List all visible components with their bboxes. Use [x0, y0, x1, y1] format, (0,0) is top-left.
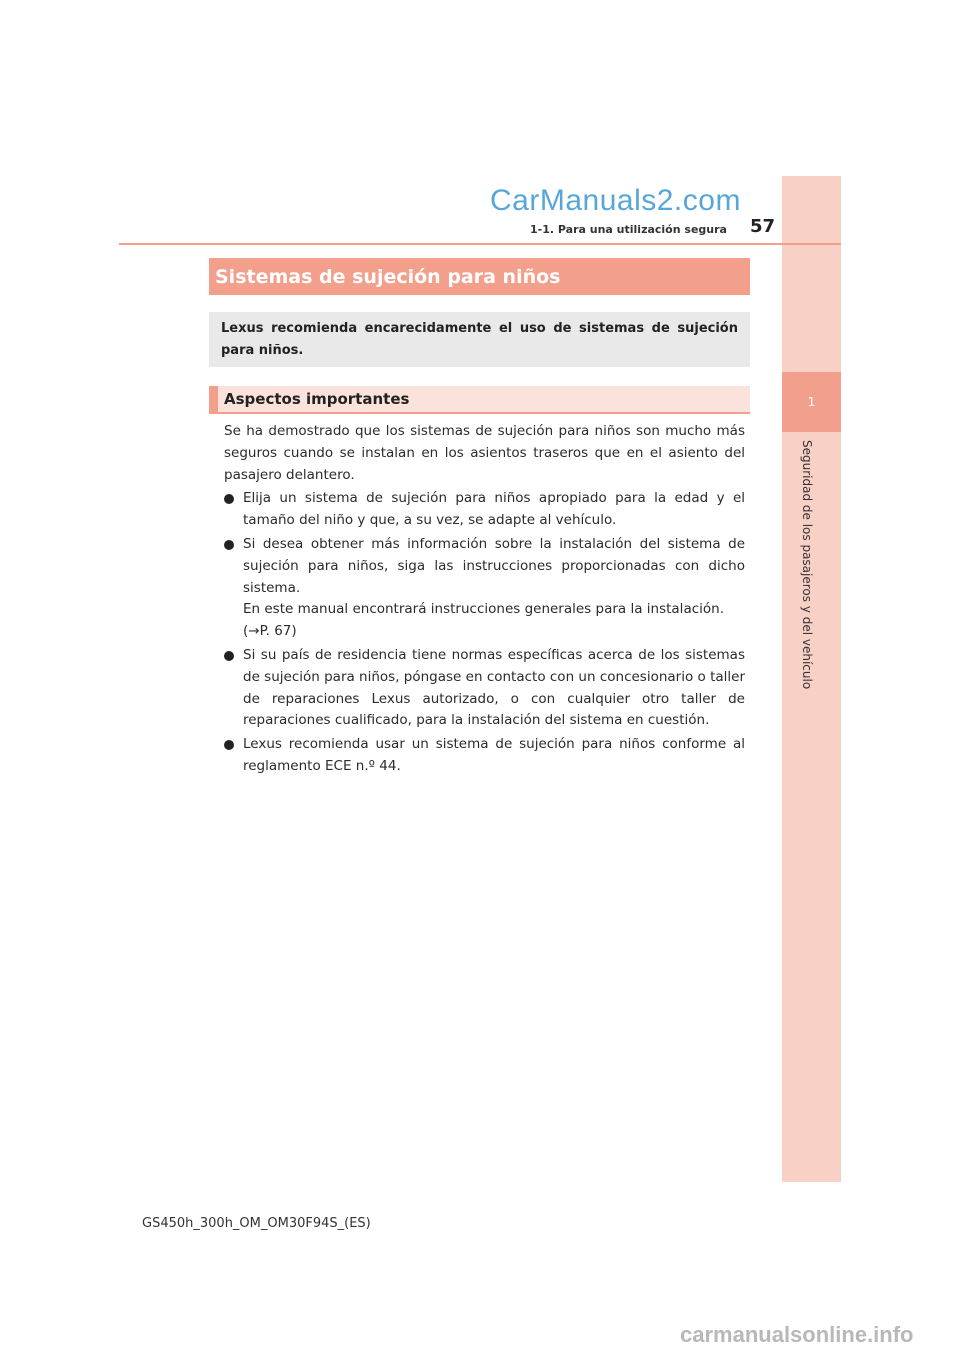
main-content: [224, 421, 745, 780]
header-divider: [119, 243, 841, 245]
section-label: 1-1. Para una utilización segura: [530, 223, 727, 236]
page-number: 57: [750, 216, 776, 237]
document-code: GS450h_300h_OM_OM30F94S_(ES): [142, 1216, 371, 1231]
list-item-text: Lexus recomienda usar un sistema de sujeción para niños conforme al reglamento ECE n.º 44.: [243, 736, 745, 774]
page-reference-link[interactable]: (→P. 67): [243, 623, 297, 640]
list-item: [224, 488, 745, 532]
subheading: Aspectos importantes: [209, 386, 750, 414]
chapter-label: Seguridad de los pasajeros y del vehículo: [800, 440, 814, 690]
chapter-number: 1: [782, 372, 841, 432]
bullet-icon: [224, 494, 234, 504]
list-item: [224, 534, 745, 643]
paragraph: Se ha demostrado que los sistemas de sujeción para niños son mucho más seguros cuando se instalan en los asientos traseros que en el asiento del pasajero delantero.: [224, 423, 745, 483]
list-item-text: Elija un sistema de sujeción para niños apropiado para la edad y el tamaño del niño y que, a su vez, se adapte al vehículo.: [243, 490, 745, 529]
bullet-list: [224, 488, 745, 777]
footer-watermark[interactable]: carmanualsonline.info: [680, 1322, 914, 1347]
list-item: [224, 734, 745, 778]
list-item: [224, 645, 745, 732]
list-item-text: Si desea obtener más información sobre la instalación del sistema de sujeción para niños, siga las instrucciones proporcionadas con dicho sistema.: [243, 535, 745, 596]
intro-note: Lexus recomienda encarecidamente el uso de sistemas de sujeción para niños.: [209, 312, 750, 367]
page-title: Sistemas de sujeción para niños: [209, 258, 750, 295]
bullet-icon: [224, 540, 234, 550]
watermark-logo[interactable]: CarManuals2.com: [490, 184, 741, 217]
bullet-icon: [224, 651, 234, 661]
list-item-text: En este manual encontrará instrucciones generales para la instalación.: [243, 601, 724, 618]
list-item-text: Si su país de residencia tiene normas específicas acerca de los sistemas de sujeción para niños, póngase en contacto con un concesionario o taller de reparaciones Lexus autorizado, o con cualquier otro taller de reparaciones cualificado, para la instalación del sistema en cuestión.: [243, 646, 745, 729]
bullet-icon: [224, 740, 234, 750]
